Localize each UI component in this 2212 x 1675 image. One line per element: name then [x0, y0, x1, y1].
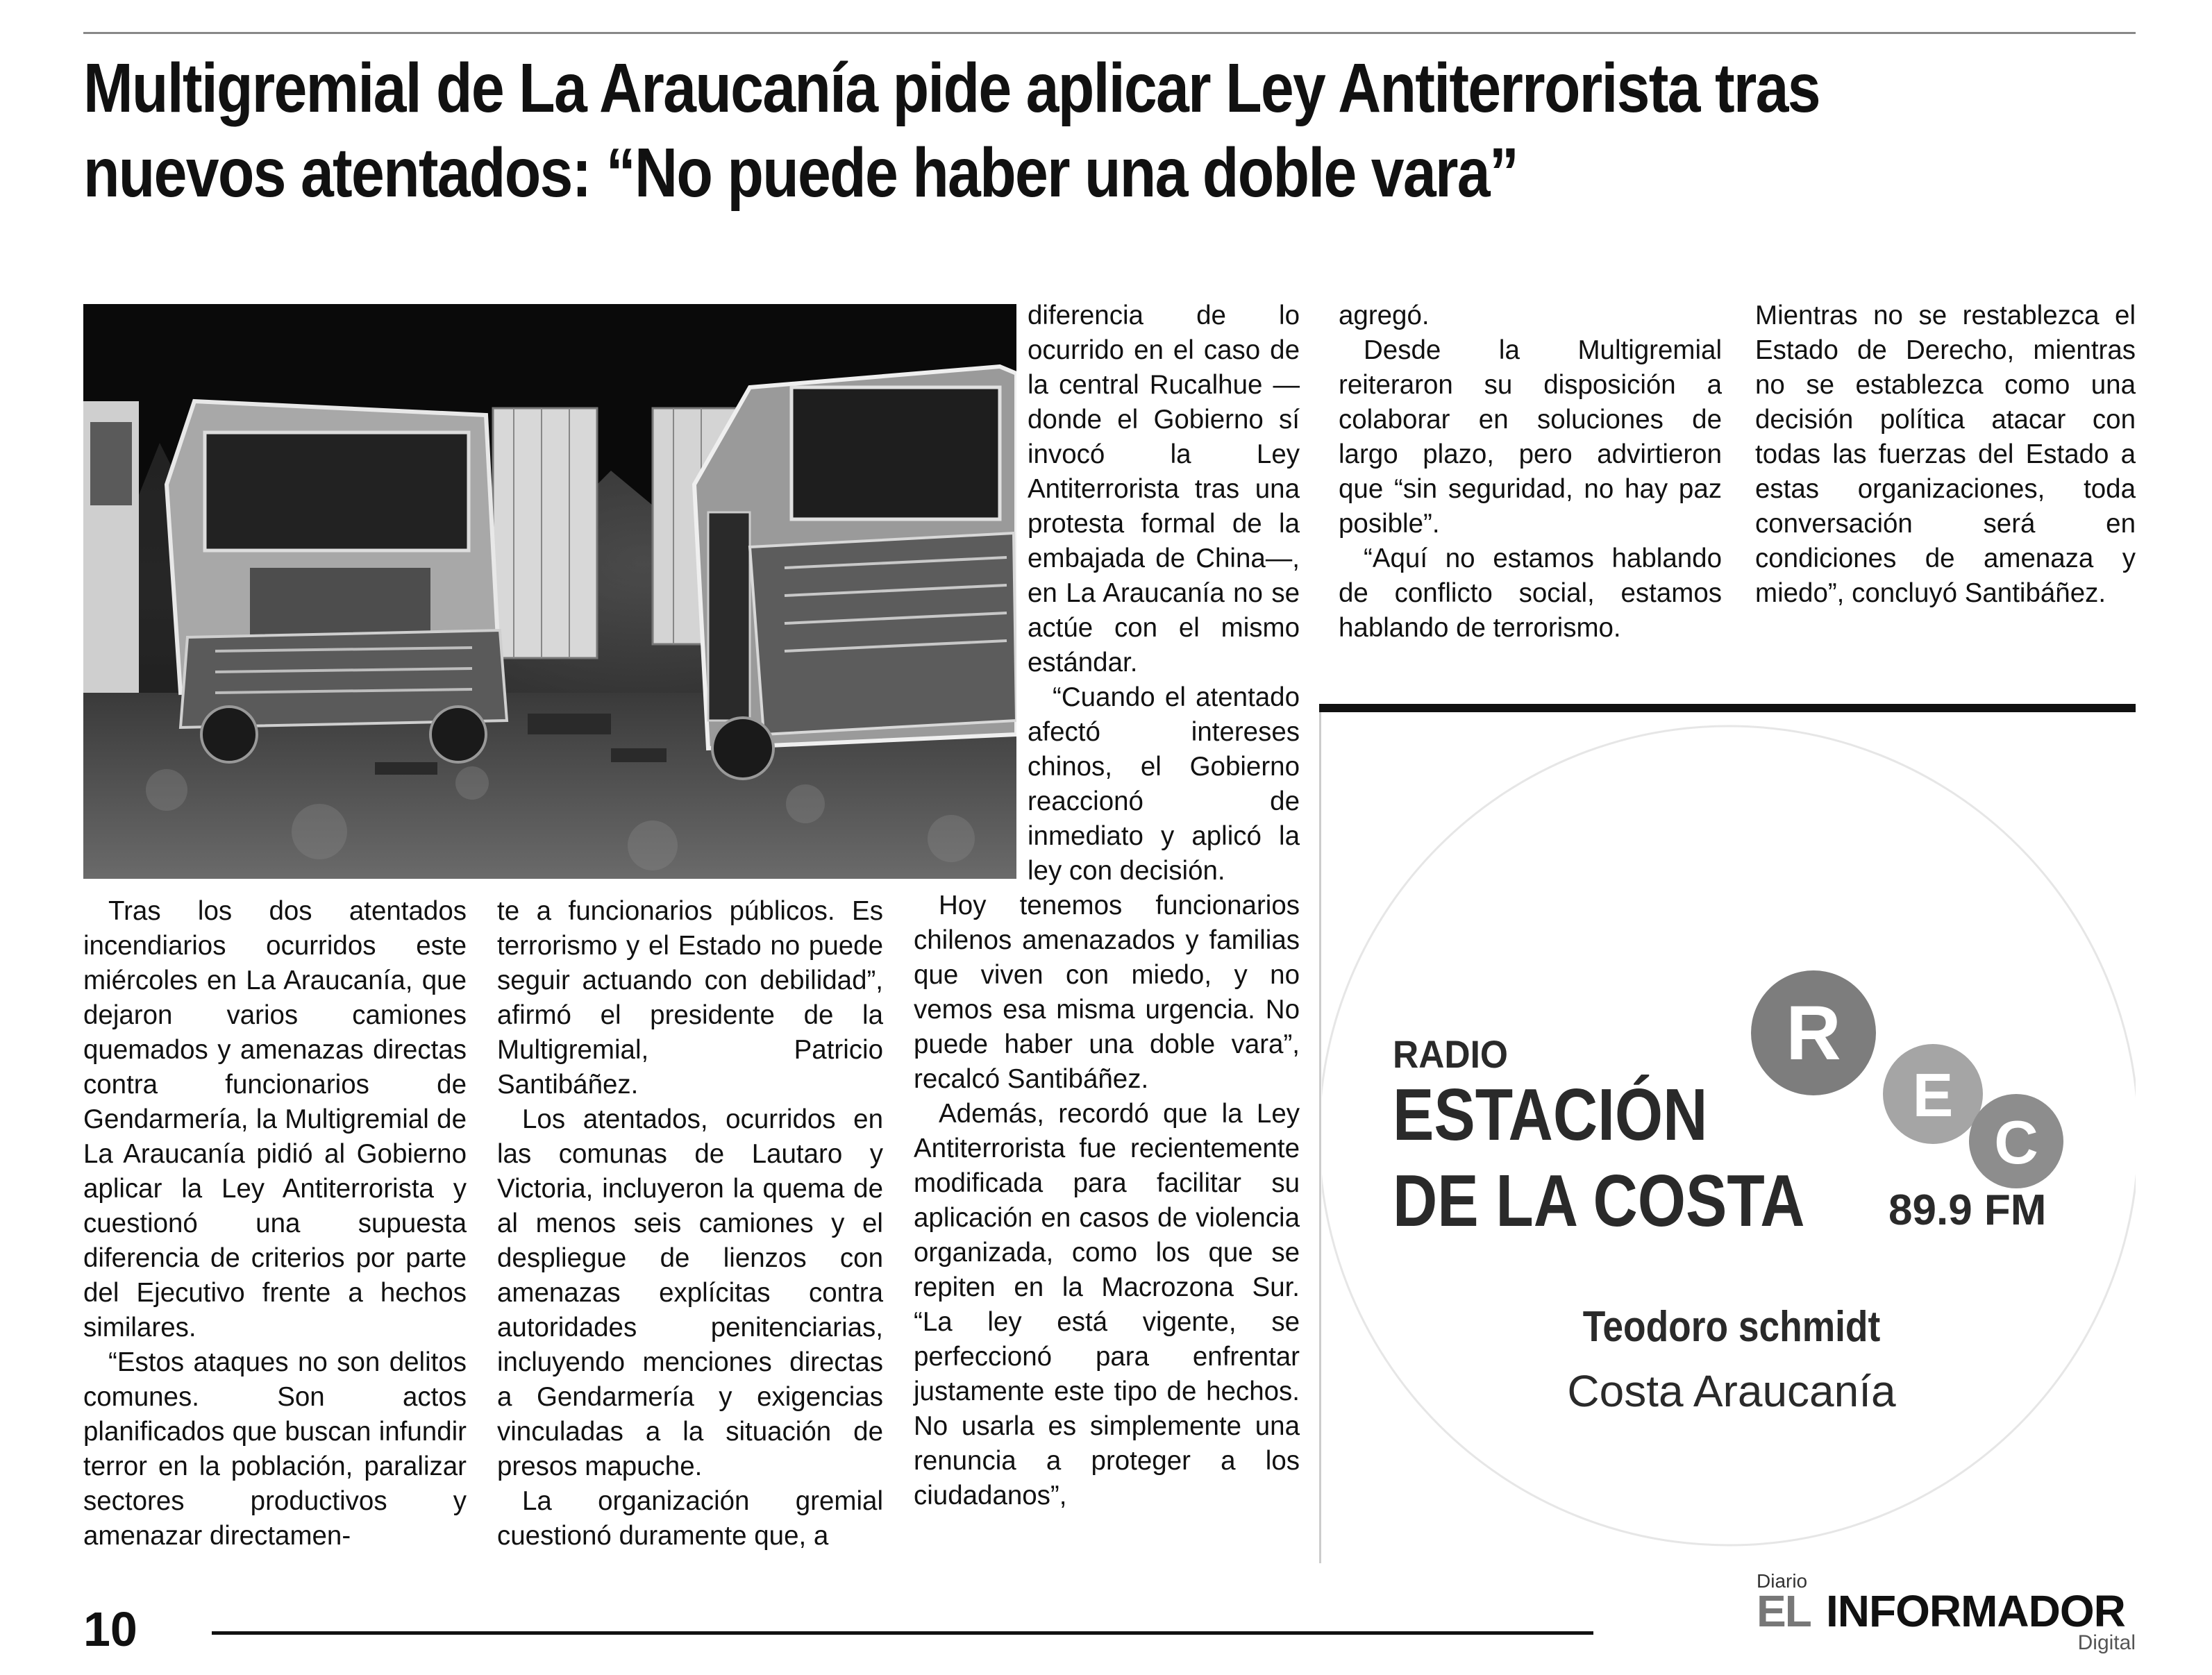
paragraph: Los atentados, ocurridos en las comunas de Lautaro y Victoria, incluyeron la quema de al menos seis camiones y el despliegue de lienzos con amenazas explícitas contra autoridades penitenciarias, incluyendo menciones directas a Gendarmería y exigencias vinculadas a la situación de presos mapuche. — [497, 1104, 883, 1481]
station-name-line-2: DE LA COSTA — [1393, 1159, 1805, 1242]
ad-divider — [1319, 704, 2136, 712]
brand-el: EL — [1757, 1586, 1811, 1636]
top-divider — [83, 32, 2136, 34]
paragraph: te a funcionarios públicos. Es terrorismo y el Estado no puede seguir actuando con debilidad”, afirmó el presidente de la Multigremial, Patricio Santibáñez. — [497, 896, 883, 1100]
location-person: Teodoro schmidt — [1582, 1303, 1881, 1351]
paragraph: Tras los dos atentados incendiarios ocurridos este miércoles en La Araucanía, que dejaron varios camiones quemados y amenazas directas contra funcionarios de Gendarmería, la Multigremial de La Araucanía pidió al Gobierno aplicar la Ley Antiterrorista y cuestionó una supuesta diferencia de criterios por parte del Ejecutivo frente a hechos similares. — [83, 896, 467, 1342]
paragraph: La organización gremial cuestionó duramente que, a — [497, 1486, 883, 1551]
paragraph: agregó. — [1339, 301, 1430, 330]
paragraph: “Aquí no estamos hablando de conflicto social, estamos hablando de terrorismo. — [1339, 544, 1722, 643]
headline — [83, 46, 1848, 215]
brand-top-label: Diario — [1757, 1570, 1808, 1592]
logo-letter-c: C — [1994, 1108, 2038, 1177]
body-column-4 — [1339, 298, 1722, 646]
logo-letter-r: R — [1786, 991, 1841, 1076]
paragraph: Además, recordó que la Ley Antiterrorista fue recientemente modificada para facilitar su aplicación en casos de violencia organizada, como los que se repiten en la Macrozona Sur. “La ley está vigente, se perfeccionó para enfrentar justamente este tipo de hechos. No usarla es simplemente una renuncia a proteger a los ciudadanos”, — [914, 1099, 1300, 1510]
column-divider — [1319, 712, 1321, 1563]
body-column-5 — [1755, 298, 2136, 611]
paragraph: Mientras no se restablezca el Estado de Derecho, mientras no se establezca como una decisión política atacar con todas las fuerzas del Estado a estas organizaciones, toda conversación será en condiciones de amenaza y miedo”, concluyó Santibáñez. — [1755, 301, 2136, 608]
footer-divider — [212, 1631, 1593, 1635]
brand-main: INFORMADOR — [1826, 1586, 2125, 1636]
radio-advertisement — [1322, 712, 2136, 1563]
frequency: 89.9 FM — [1888, 1186, 2047, 1234]
station-name-line-1: ESTACIÓN — [1393, 1072, 1708, 1156]
body-column-1 — [83, 894, 467, 1554]
body-column-3-bottom — [914, 889, 1300, 1513]
body-column-2 — [497, 894, 883, 1554]
paragraph: “Estos ataques no son delitos comunes. Son actos planificados que buscan infundir terror en la población, paralizar sectores productivos y amenazar directamen- — [83, 1347, 467, 1551]
paragraph: diferencia de lo ocurrido en el caso de la central Rucalhue — donde el Gobierno sí invocó la Ley Antiterrorista tras una protesta formal de la embajada de China—, en La Araucanía no se actúe con el mismo estándar. — [1028, 301, 1300, 677]
paragraph: “Cuando el atentado afectó intereses chinos, el Gobierno reaccionó de inmediato y aplicó la ley con decisión. — [1028, 682, 1300, 886]
paragraph: Desde la Multigremial reiteraron su disposición a colaborar en soluciones de largo plazo, pero advirtieron que “sin seguridad, no hay paz posible”. — [1339, 335, 1722, 539]
logo-letter-e: E — [1912, 1061, 1954, 1129]
location-region: Costa Araucanía — [1567, 1366, 1896, 1416]
radio-label: RADIO — [1393, 1033, 1508, 1077]
body-column-3-top — [1028, 298, 1300, 889]
paragraph: Hoy tenemos funcionarios chilenos amenazados y familias que viven con miedo, y no vemos esa misma urgencia. No puede haber una doble vara”, recalcó Santibáñez. — [914, 891, 1300, 1094]
brand-sub-label: Digital — [2077, 1631, 2136, 1654]
brand-logo — [1750, 1570, 2136, 1653]
burned-trucks-photo — [83, 304, 1016, 879]
page-number: 10 — [83, 1602, 137, 1656]
headline-line-2: nuevos atentados: “No puede haber una doble vara” — [83, 134, 1518, 212]
headline-line-1: Multigremial de La Araucanía pide aplicar Ley Antiterrorista tras — [83, 49, 1820, 127]
